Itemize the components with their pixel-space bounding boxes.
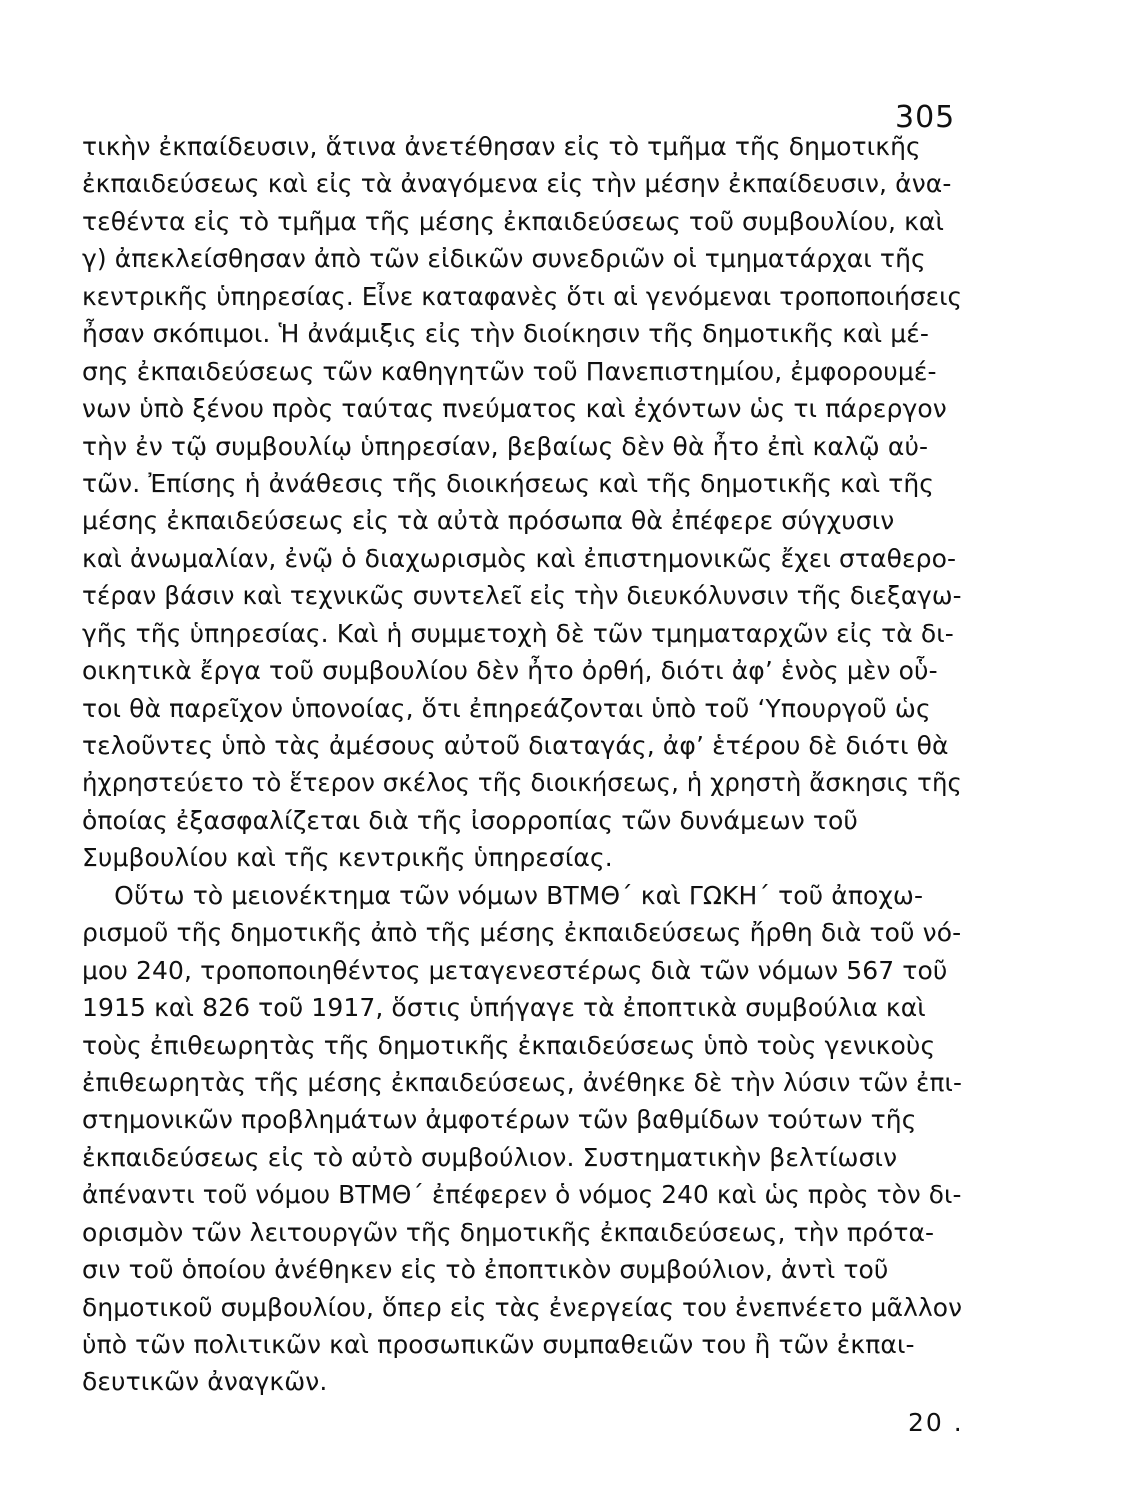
text-line: Συμβουλίου καὶ τῆς κεντρικῆς ὑπηρεσίας. [82, 843, 613, 873]
text-line: σης ἐκπαιδεύσεως τῶν καθηγητῶν τοῦ Πανεπιστημίου, ἐμφορουμέ- [82, 356, 937, 386]
body-text [82, 128, 962, 1401]
text-line: Οὕτω τὸ μειονέκτημα τῶν νόμων ΒΤΜΘ΄ καὶ ΓΩΚΗ΄ τοῦ ἀποχω- [82, 880, 924, 910]
text-line: ἐπιθεωρητὰς τῆς μέσης ἐκπαιδεύσεως, ἀνέθηκε δὲ τὴν λύσιν τῶν ἐπι- [82, 1067, 963, 1097]
text-line: τικὴν ἐκπαίδευσιν, ἅτινα ἀνετέθησαν εἰς τὸ τμῆμα τῆς δημοτικῆς [82, 132, 921, 161]
signature-mark: 20 . [908, 1408, 964, 1437]
text-line: ρισμοῦ τῆς δημοτικῆς ἀπὸ τῆς μέσης ἐκπαιδεύσεως ἤρθη διὰ τοῦ νό- [82, 918, 962, 948]
text-line: ἐκπαιδεύσεως εἰς τὸ αὐτὸ συμβούλιον. Συστηματικὴν βελτίωσιν [82, 1142, 898, 1172]
text-line: καὶ ἀνωμαλίαν, ἐνῷ ὁ διαχωρισμὸς καὶ ἐπιστημονικῶς ἔχει σταθερο- [82, 543, 957, 573]
text-line: τοὺς ἐπιθεωρητὰς τῆς δημοτικῆς ἐκπαιδεύσεως ὑπὸ τοὺς γενικοὺς [82, 1030, 936, 1060]
text-line: ὁποίας ἐξασφαλίζεται διὰ τῆς ἰσορροπίας τῶν δυνάμεων τοῦ [82, 805, 858, 835]
text-line: γῆς τῆς ὑπηρεσίας. Καὶ ἡ συμμετοχὴ δὲ τῶν τμηματαρχῶν εἰς τὰ δι- [82, 618, 954, 648]
text-line: ορισμὸν τῶν λειτουργῶν τῆς δημοτικῆς ἐκπαιδεύσεως, τὴν πρότα- [82, 1217, 935, 1247]
text-line: δημοτικοῦ συμβουλίου, ὅπερ εἰς τὰς ἐνεργείας του ἐνεπνέετο μᾶλλον [82, 1292, 963, 1322]
text-line: μέσης ἐκπαιδεύσεως εἰς τὰ αὐτὰ πρόσωπα θὰ ἐπέφερε σύγχυσιν [82, 506, 895, 536]
text-line: τεθέντα εἰς τὸ τμῆμα τῆς μέσης ἐκπαιδεύσεως τοῦ συμβουλίου, καὶ [82, 206, 945, 236]
text-line: ἦσαν σκόπιμοι. Ἡ ἀνάμιξις εἰς τὴν διοίκησιν τῆς δημοτικῆς καὶ μέ- [82, 319, 929, 349]
text-line: κεντρικῆς ὑπηρεσίας. Εἶνε καταφανὲς ὅτι αἱ γενόμεναι τροποποιήσεις [82, 281, 963, 311]
text-line: ὑπὸ τῶν πολιτικῶν καὶ προσωπικῶν συμπαθειῶν του ἢ τῶν ἐκπαι- [82, 1330, 915, 1359]
text-line: γ) ἀπεκλείσθησαν ἀπὸ τῶν εἰδικῶν συνεδριῶν οἱ τμηματάρχαι τῆς [82, 244, 926, 274]
text-line: τῶν. Ἐπίσης ἡ ἀνάθεσις τῆς διοικήσεως καὶ τῆς δημοτικῆς καὶ τῆς [82, 468, 935, 498]
text-line: σιν τοῦ ὁποίου ἀνέθηκεν εἰς τὸ ἐποπτικὸν συμβούλιον, ἀντὶ τοῦ [82, 1255, 889, 1285]
text-line: μου 240, τροποποιηθέντος μεταγενεστέρως διὰ τῶν νόμων 567 τοῦ [82, 955, 948, 985]
text-line: τοι θὰ παρεῖχον ὑπονοίας, ὅτι ἐπηρεάζονται ὑπὸ τοῦ ‘Υπουργοῦ ὡς [82, 693, 931, 723]
text-line: τέραν βάσιν καὶ τεχνικῶς συντελεῖ εἰς τὴν διευκόλυνσιν τῆς διεξαγω- [82, 581, 962, 611]
page-number: 305 [895, 100, 956, 135]
text-line: τελοῦντες ὑπὸ τὰς ἀμέσους αὐτοῦ διαταγάς, ἀφ’ ἑτέρου δὲ διότι θὰ [82, 731, 949, 760]
text-line: νων ὑπὸ ξένου πρὸς ταύτας πνεύματος καὶ ἐχόντων ὡς τι πάρεργον [82, 394, 947, 424]
text-line: ἀπέναντι τοῦ νόμου ΒΤΜΘ΄ ἐπέφερεν ὁ νόμος 240 καὶ ὡς πρὸς τὸν δι- [82, 1180, 962, 1210]
text-line: 1915 καὶ 826 τοῦ 1917, ὅστις ὑπήγαγε τὰ ἐποπτικὰ συμβούλια καὶ [82, 993, 926, 1023]
text-line: οικητικὰ ἔργα τοῦ συμβουλίου δὲν ἦτο ὀρθή, διότι ἀφ’ ἑνὸς μὲν οὗ- [82, 656, 938, 686]
text-line: τὴν ἐν τῷ συμβουλίῳ ὑπηρεσίαν, βεβαίως δὲν θὰ ἦτο ἐπὶ καλῷ αὐ- [82, 431, 929, 461]
text-line: ἠχρηστεύετο τὸ ἕτερον σκέλος τῆς διοικήσεως, ἡ χρηστὴ ἄσκησις τῆς [82, 768, 962, 798]
text-line: ἐκπαιδεύσεως καὶ εἰς τὰ ἀναγόμενα εἰς τὴν μέσην ἐκπαίδευσιν, ἀνα- [82, 169, 952, 199]
text-line: στημονικῶν προβλημάτων ἀμφοτέρων τῶν βαθμίδων τούτων τῆς [82, 1105, 917, 1135]
text-line: δευτικῶν ἀναγκῶν. [82, 1367, 328, 1397]
